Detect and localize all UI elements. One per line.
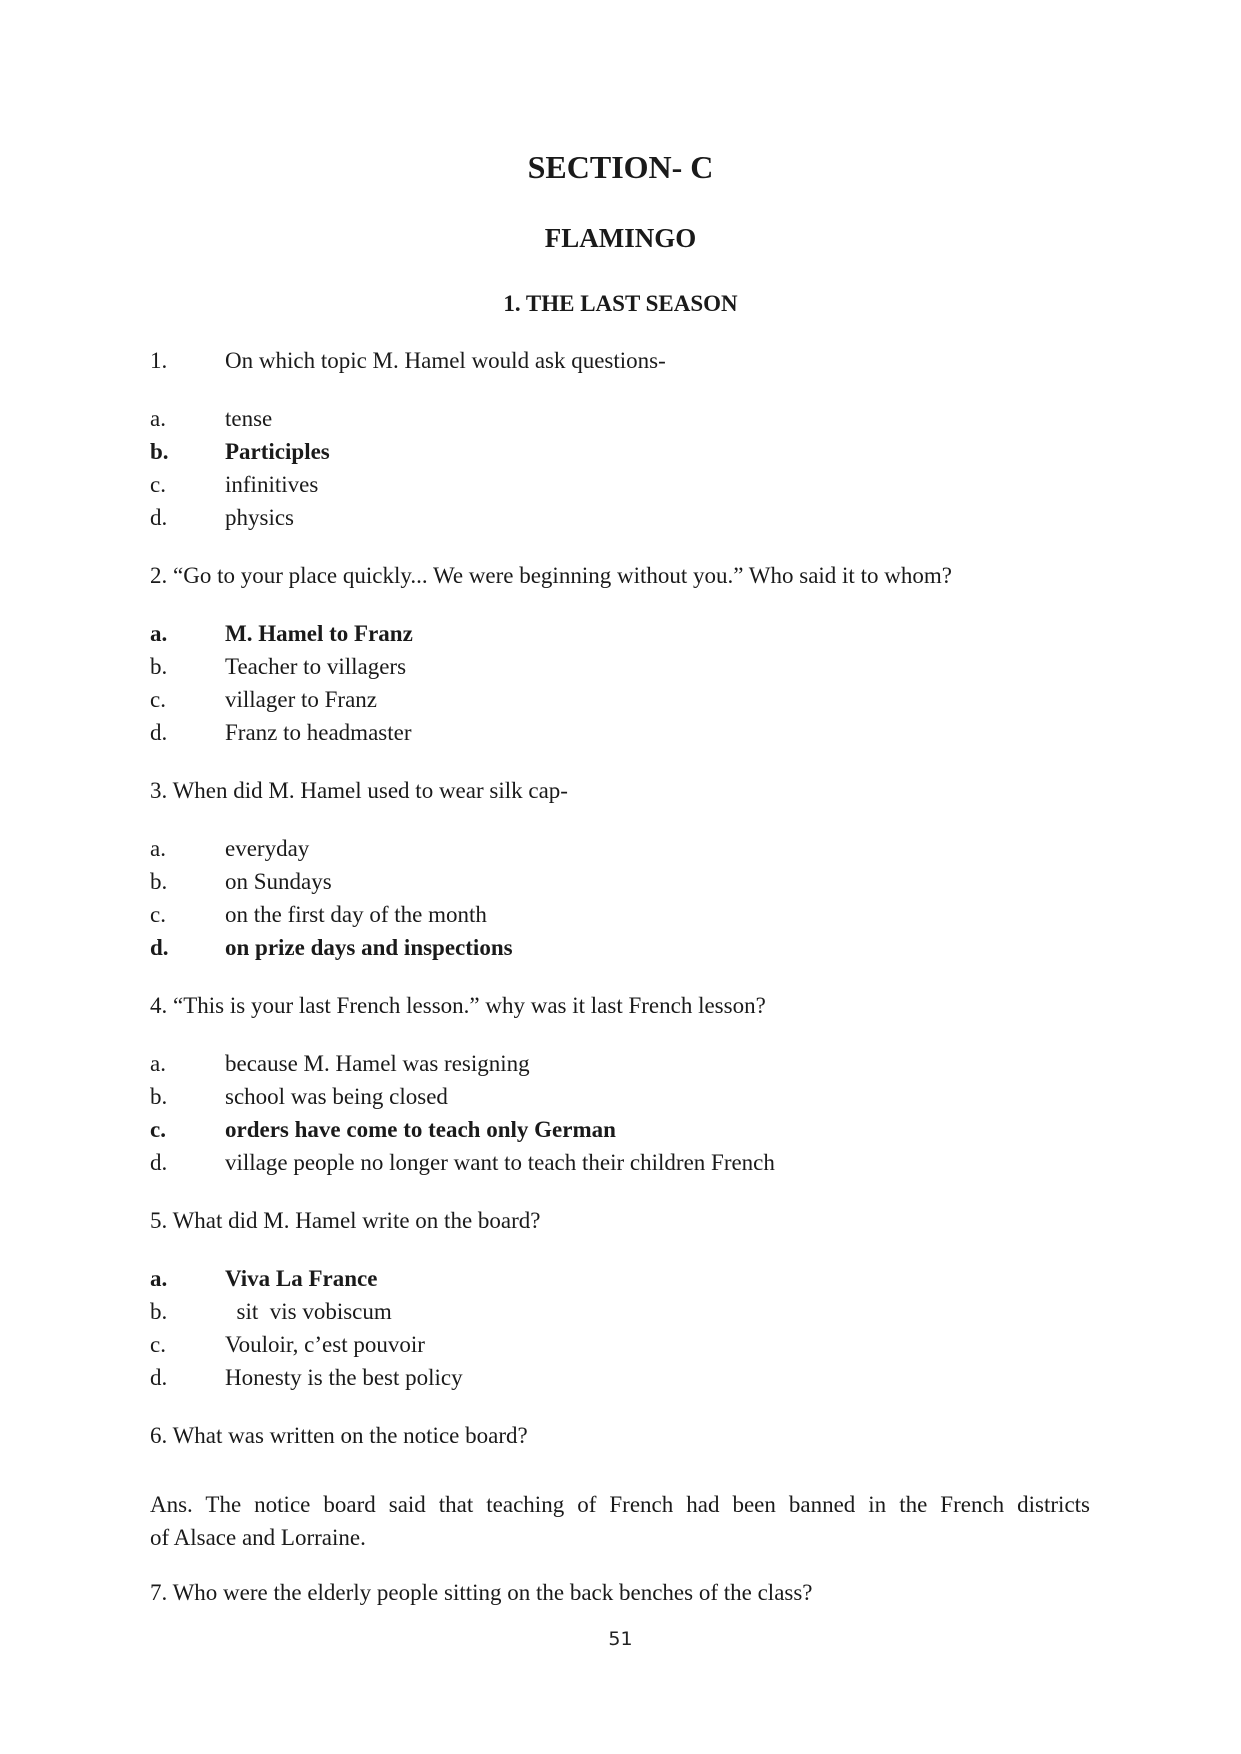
chapter-title: 1. THE LAST SEASON [503,291,738,316]
option-letter: a. [150,1266,168,1291]
option-text: Franz to headmaster [225,720,412,745]
option-5d [0,1365,900,1395]
question-3: 3. When did M. Hamel used to wear silk cap- [150,778,568,803]
section-title: SECTION- C [527,149,714,185]
question-6: 6. What was written on the notice board? [150,1423,528,1448]
option-text: Viva La France [225,1266,378,1291]
option-letter: c. [150,472,166,497]
option-text: because M. Hamel was resigning [225,1051,530,1076]
option-letter: a. [150,1051,166,1076]
option-4c-correct [0,1117,900,1147]
option-3a [0,836,900,866]
question-5: 5. What did M. Hamel write on the board? [150,1208,541,1233]
book-title: FLAMINGO [544,223,697,253]
option-letter: b. [150,869,168,894]
option-text: physics [225,505,294,530]
option-text: sit vis vobiscum [225,1299,392,1324]
option-text: village people no longer want to teach their children French [225,1150,775,1175]
option-text: M. Hamel to Franz [225,621,413,646]
question-text: On which topic M. Hamel would ask questions- [225,348,666,373]
option-5b [0,1299,900,1329]
option-1d [0,505,900,535]
option-3b [0,869,900,899]
option-text: Participles [225,439,330,464]
question-4: 4. “This is your last French lesson.” why was it last French lesson? [150,993,766,1018]
option-3c [0,902,900,932]
option-4b [0,1084,900,1114]
option-letter: b. [150,654,168,679]
option-text: on Sundays [225,869,332,894]
option-5c [0,1332,900,1362]
option-4a [0,1051,900,1081]
question-2: 2. “Go to your place quickly... We were beginning without you.” Who said it to whom? [150,563,952,588]
option-letter: c. [150,1117,166,1142]
option-text: Honesty is the best policy [225,1365,463,1390]
answer-line: Ans. The notice board said that teaching of French had been banned in the French districts [150,1492,1090,1517]
answer-6 [150,1488,1090,1554]
option-text: school was being closed [225,1084,448,1109]
option-letter: a. [150,621,168,646]
option-1b-correct [0,439,900,469]
answer-line: of Alsace and Lorraine. [150,1525,366,1550]
option-5a-correct [0,1266,900,1296]
option-letter: d. [150,935,169,960]
option-letter: d. [150,1150,168,1175]
option-text: villager to Franz [225,687,378,712]
page-number: 51 [608,1628,633,1650]
question-number: 1. [150,348,168,373]
option-text: Vouloir, c’est pouvoir [225,1332,425,1357]
option-letter: d. [150,505,168,530]
option-2c [0,687,900,717]
option-2d [0,720,900,750]
option-text: orders have come to teach only German [225,1117,616,1142]
option-3d-correct [0,935,900,965]
option-2a-correct [0,621,900,651]
option-text: infinitives [225,472,319,497]
option-2b [0,654,900,684]
option-text: tense [225,406,273,431]
option-letter: c. [150,902,166,927]
option-text: Teacher to villagers [225,654,407,679]
option-letter: b. [150,1084,168,1109]
option-letter: b. [150,439,169,464]
option-letter: a. [150,836,166,861]
option-letter: b. [150,1299,168,1324]
option-letter: c. [150,1332,166,1357]
option-letter: d. [150,1365,168,1390]
option-1c [0,472,900,502]
option-text: everyday [225,836,310,861]
question-7: 7. Who were the elderly people sitting on the back benches of the class? [150,1580,813,1605]
option-letter: c. [150,687,166,712]
option-1a [0,406,900,436]
option-letter: d. [150,720,168,745]
option-4d [0,1150,900,1180]
option-letter: a. [150,406,166,431]
option-text: on prize days and inspections [225,935,513,960]
option-text: on the first day of the month [225,902,487,927]
